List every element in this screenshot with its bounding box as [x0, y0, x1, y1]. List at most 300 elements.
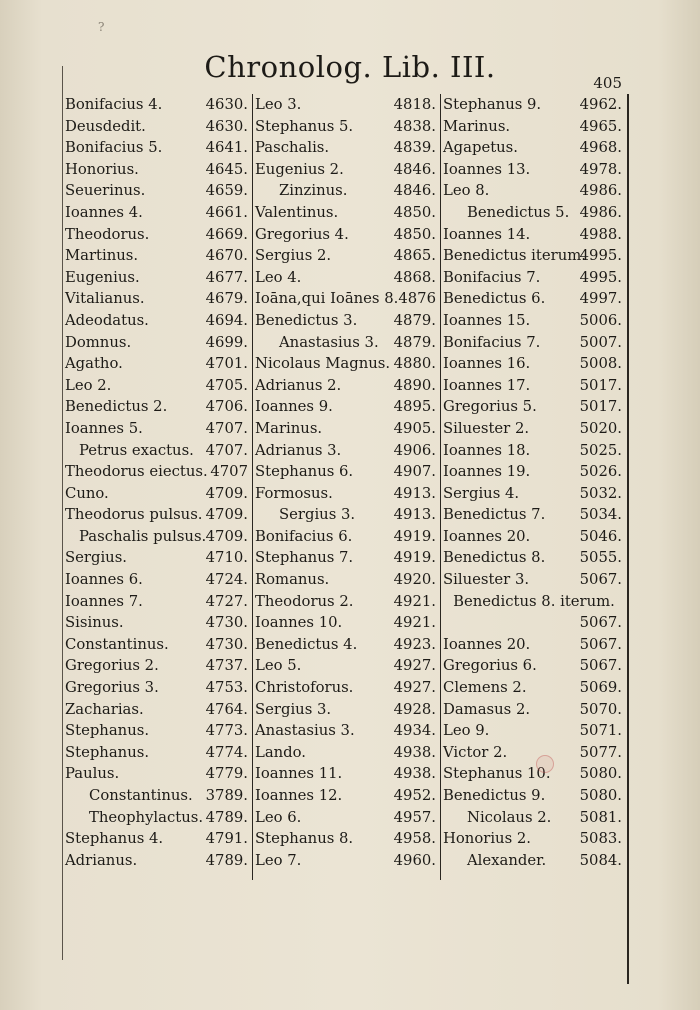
year-value: 4730.	[205, 614, 248, 632]
list-item	[443, 461, 625, 483]
list-item	[443, 116, 625, 138]
year-value: 5034.	[579, 506, 622, 524]
list-item	[65, 375, 251, 397]
pope-name: Gregorius 5.	[443, 398, 537, 416]
list-item	[255, 332, 439, 354]
page-number: 405	[593, 74, 622, 92]
pope-name: Sergius 3.	[279, 506, 356, 524]
list-item	[255, 137, 439, 159]
list-item	[255, 828, 439, 850]
list-item	[443, 202, 625, 224]
list-item	[65, 612, 251, 634]
year-value: 4958.	[393, 830, 436, 848]
pope-name: Stephanus 10.	[443, 765, 551, 783]
pope-name: Eugenius.	[65, 268, 140, 286]
pope-name: Ioannes 12.	[255, 787, 343, 804]
list-item	[255, 245, 439, 267]
pope-name: Leo 6.	[255, 808, 302, 826]
list-item	[65, 504, 251, 526]
pope-name: Bonifacius 7.	[443, 268, 541, 286]
year-value: 4850.	[393, 203, 436, 221]
year-value: 5071.	[579, 722, 622, 740]
list-item	[65, 440, 251, 462]
pope-name: Ioannes 20.	[443, 635, 531, 653]
list-item	[65, 547, 251, 569]
list-item	[255, 94, 439, 116]
year-value: 4846.	[393, 160, 436, 178]
column-divider-1	[252, 94, 253, 880]
list-item	[65, 785, 251, 807]
list-item	[65, 224, 251, 246]
list-item	[443, 634, 625, 656]
year-value: 4960.	[393, 851, 436, 869]
list-item	[65, 94, 251, 116]
year-value: 4709.	[205, 506, 248, 524]
year-value: 5017.	[579, 398, 622, 416]
pope-name: Paschalis.	[255, 139, 330, 157]
pope-name: Stephanus 8.	[255, 830, 354, 848]
year-value: 4710.	[205, 549, 248, 567]
pope-name: Marinus.	[255, 419, 323, 437]
pope-name: Benedictus 7.	[443, 506, 546, 524]
pope-name: Zacharias.	[65, 700, 144, 718]
list-item	[443, 267, 625, 289]
pope-name: Zinzinus.	[279, 182, 348, 200]
year-value: 4818.	[393, 96, 436, 113]
list-item	[255, 634, 439, 656]
pope-name: Romanus.	[255, 571, 330, 589]
year-value: 4907.	[393, 463, 436, 481]
list-item	[443, 655, 625, 677]
pope-name: Domnus.	[65, 333, 132, 351]
year-value: 4630.	[205, 96, 248, 113]
year-value: 5083.	[579, 830, 622, 848]
year-value: 4868.	[393, 268, 436, 286]
year-value: 4978.	[579, 160, 622, 178]
year-value: 5084.	[579, 851, 622, 869]
list-item	[65, 396, 251, 418]
pope-name: Lando.	[255, 743, 307, 761]
list-item	[255, 612, 439, 634]
year-value: 4923.	[393, 635, 436, 653]
year-value: 4846.	[393, 182, 436, 200]
list-item	[65, 634, 251, 656]
pope-name: Stephanus 9.	[443, 96, 542, 113]
year-value: 5032.	[579, 484, 622, 502]
year-value: 5080.	[579, 765, 622, 783]
list-item	[65, 742, 251, 764]
year-value: 4879.	[393, 311, 436, 329]
year-value: 5025.	[579, 441, 622, 459]
pope-name: Agapetus.	[443, 139, 518, 157]
year-value: 4919.	[393, 549, 436, 567]
pope-name: Stephanus 4.	[65, 830, 164, 848]
pope-name: Sergius 4.	[443, 484, 520, 502]
year-value: 5070.	[579, 700, 622, 718]
pope-name: Ioannes 4.	[65, 203, 143, 221]
pope-name: Paschalis pulsus.	[79, 527, 207, 545]
list-item	[255, 720, 439, 742]
list-item	[65, 807, 251, 829]
pope-name: Benedictus 4.	[255, 635, 358, 653]
year-value: 4630.	[205, 117, 248, 135]
pope-name: Ioannes 6.	[65, 571, 143, 589]
list-item	[65, 591, 251, 613]
list-item	[255, 461, 439, 483]
list-item	[443, 569, 625, 591]
year-value: 4645.	[205, 160, 248, 178]
year-value: 5008.	[579, 355, 622, 373]
pope-name: Adrianus 3.	[255, 441, 342, 459]
list-item	[255, 483, 439, 505]
list-item	[65, 137, 251, 159]
pope-name: Deusdedit.	[65, 117, 146, 135]
pope-name: Cuno.	[65, 484, 109, 502]
list-item	[255, 288, 439, 310]
list-item	[65, 180, 251, 202]
pope-name: Benedictus 2.	[65, 398, 168, 416]
pope-name: Petrus exactus.	[79, 441, 194, 459]
year-value: 4986.	[579, 203, 622, 221]
pope-name: Gregorius 4.	[255, 225, 349, 243]
year-value: 4927.	[393, 679, 436, 697]
year-value: 4876	[398, 290, 436, 308]
year-value: 4707	[210, 463, 248, 481]
column-2	[255, 94, 439, 871]
pope-name: Stephanus 5.	[255, 117, 354, 135]
year-value: 4737.	[205, 657, 248, 675]
pope-name: Clemens 2.	[443, 679, 527, 697]
year-value: 3789.	[205, 787, 248, 804]
year-value: 4928.	[393, 700, 436, 718]
pope-name: Honorius 2.	[443, 830, 532, 848]
pope-name: Constantinus.	[65, 635, 169, 653]
list-item	[255, 742, 439, 764]
pope-name: Valentinus.	[255, 203, 339, 221]
pope-name: Leo 4.	[255, 268, 302, 286]
pope-name: Gregorius 3.	[65, 679, 159, 697]
pope-name: Stephanus.	[65, 743, 150, 761]
year-value: 4880.	[393, 355, 436, 373]
year-value: 5069.	[579, 679, 622, 697]
pope-name: Benedictus 6.	[443, 290, 546, 308]
pope-name: Anastasius 3.	[255, 722, 355, 740]
corner-mark: ?	[98, 20, 105, 34]
list-item	[255, 591, 439, 613]
year-value: 4927.	[393, 657, 436, 675]
year-value: 4921.	[393, 614, 436, 632]
year-value: 5067.	[579, 657, 622, 675]
list-item	[443, 828, 625, 850]
list-item	[255, 267, 439, 289]
list-item	[65, 310, 251, 332]
pope-name: Honorius.	[65, 160, 139, 178]
year-value: 5080.	[579, 787, 622, 804]
pope-name: Ioāna,qui Ioānes 8.	[255, 290, 399, 308]
library-stamp	[536, 755, 554, 773]
year-value: 5026.	[579, 463, 622, 481]
pope-name: Benedictus iterum.	[443, 247, 586, 265]
year-value: 4905.	[393, 419, 436, 437]
pope-name: Siluester 2.	[443, 419, 530, 437]
year-value: 4709.	[205, 484, 248, 502]
year-value: 5067.	[579, 614, 622, 632]
column-1	[65, 94, 251, 871]
year-value: 4701.	[205, 355, 248, 373]
list-item	[65, 483, 251, 505]
year-value: 4659.	[205, 182, 248, 200]
pope-name: Bonifacius 4.	[65, 96, 163, 113]
list-item	[65, 332, 251, 354]
pope-name: Ioannes 5.	[65, 419, 143, 437]
year-value: 4839.	[393, 139, 436, 157]
pope-name: Bonifacius 5.	[65, 139, 163, 157]
list-item	[443, 720, 625, 742]
list-item	[443, 245, 625, 267]
year-value: 5055.	[579, 549, 622, 567]
list-item	[255, 180, 439, 202]
pope-name: Leo 7.	[255, 851, 302, 869]
year-value: 4919.	[393, 527, 436, 545]
pope-name: Leo 8.	[443, 182, 490, 200]
pope-name: Ioannes 7.	[65, 592, 143, 610]
year-value: 4707.	[205, 419, 248, 437]
pope-name: Benedictus 3.	[255, 311, 358, 329]
list-item	[443, 137, 625, 159]
list-item	[443, 440, 625, 462]
year-value: 4706.	[205, 398, 248, 416]
pope-name: Ioannes 11.	[255, 765, 343, 783]
pope-name: Sergius 3.	[255, 700, 332, 718]
year-value: 4879.	[393, 333, 436, 351]
pope-name: Sisinus.	[65, 614, 124, 632]
pope-name: Stephanus 7.	[255, 549, 354, 567]
pope-name: Ioannes 14.	[443, 225, 531, 243]
pope-name: Nicolaus Magnus.	[255, 355, 391, 373]
pope-name: Leo 5.	[255, 657, 302, 675]
pope-name: Ioannes 13.	[443, 160, 531, 178]
pope-name: Benedictus 8. iterum.	[453, 592, 615, 610]
list-item	[255, 116, 439, 138]
list-item	[255, 224, 439, 246]
list-item	[443, 850, 625, 872]
year-value: 4764.	[205, 700, 248, 718]
left-margin-rule	[62, 66, 63, 960]
list-item	[443, 763, 625, 785]
list-item	[255, 159, 439, 181]
pope-name: Ioannes 20.	[443, 527, 531, 545]
pope-name: Eugenius 2.	[255, 160, 344, 178]
pope-name: Adeodatus.	[65, 311, 149, 329]
pope-name: Leo 2.	[65, 376, 112, 394]
list-item	[443, 418, 625, 440]
pope-name: Siluester 3.	[443, 571, 530, 589]
pope-name: Martinus.	[65, 247, 139, 265]
year-value: 4789.	[205, 851, 248, 869]
year-value: 4895.	[393, 398, 436, 416]
year-value: 4995.	[579, 247, 622, 265]
list-item	[255, 763, 439, 785]
list-item	[443, 699, 625, 721]
year-value: 4952.	[393, 787, 436, 804]
year-value: 4968.	[579, 139, 622, 157]
year-value: 4641.	[205, 139, 248, 157]
year-value: 4709.	[205, 527, 248, 545]
pope-name: Seuerinus.	[65, 182, 146, 200]
year-value: 4921.	[393, 592, 436, 610]
year-value: 5020.	[579, 419, 622, 437]
list-item	[443, 332, 625, 354]
pope-name: Marinus.	[443, 117, 511, 135]
pope-name: Theodorus pulsus.	[65, 506, 203, 524]
pope-name: Formosus.	[255, 484, 333, 502]
year-value: 4779.	[205, 765, 248, 783]
list-item	[65, 116, 251, 138]
pope-name: Ioannes 19.	[443, 463, 531, 481]
pope-name: Sergius.	[65, 549, 127, 567]
pope-name: Leo 3.	[255, 96, 302, 113]
year-value: 4938.	[393, 765, 436, 783]
year-value: 4938.	[393, 743, 436, 761]
year-value: 4694.	[205, 311, 248, 329]
year-value: 4920.	[393, 571, 436, 589]
list-item	[255, 547, 439, 569]
list-item	[443, 94, 625, 116]
year-value: 5067.	[579, 635, 622, 653]
list-item	[255, 202, 439, 224]
pope-name: Constantinus.	[89, 787, 193, 804]
page-title: Chronolog. Lib. III.	[204, 50, 496, 84]
year-value: 4677.	[205, 268, 248, 286]
list-item	[443, 483, 625, 505]
pope-name: Ioannes 17.	[443, 376, 531, 394]
list-item	[443, 504, 625, 526]
pope-name: Anastasius 3.	[279, 333, 379, 351]
pope-name: Nicolaus 2.	[467, 808, 552, 826]
year-value: 4906.	[393, 441, 436, 459]
right-margin-rule	[627, 94, 629, 984]
list-item	[65, 267, 251, 289]
year-value: 4753.	[205, 679, 248, 697]
column-divider-2	[440, 94, 441, 880]
pope-name: Theodorus.	[65, 225, 150, 243]
list-item	[65, 850, 251, 872]
list-item	[443, 547, 625, 569]
list-item	[65, 461, 251, 483]
list-item	[443, 591, 625, 613]
list-item	[255, 677, 439, 699]
year-value: 4789.	[205, 808, 248, 826]
pope-name: Benedictus 8.	[443, 549, 546, 567]
list-item	[255, 655, 439, 677]
list-item	[65, 828, 251, 850]
year-value: 4724.	[205, 571, 248, 589]
list-item	[65, 763, 251, 785]
year-value: 4957.	[393, 808, 436, 826]
pope-name: Ioannes 16.	[443, 355, 531, 373]
pope-name: Theophylactus.	[89, 808, 204, 826]
year-value: 5007.	[579, 333, 622, 351]
pope-name: Ioannes 15.	[443, 311, 531, 329]
year-value: 4962.	[579, 96, 622, 113]
list-item	[443, 159, 625, 181]
year-value: 4661.	[205, 203, 248, 221]
list-item	[255, 396, 439, 418]
list-item	[255, 699, 439, 721]
list-item	[443, 785, 625, 807]
list-item	[255, 569, 439, 591]
pope-name: Bonifacius 6.	[255, 527, 353, 545]
pope-name: Theodorus 2.	[255, 592, 354, 610]
pope-name: Victor 2.	[443, 743, 508, 761]
list-item	[65, 288, 251, 310]
list-item	[65, 353, 251, 375]
year-value: 4995.	[579, 268, 622, 286]
year-value: 4890.	[393, 376, 436, 394]
year-value: 4730.	[205, 635, 248, 653]
year-value: 5067.	[579, 571, 622, 589]
year-value: 4913.	[393, 506, 436, 524]
list-item	[443, 526, 625, 548]
year-value: 4727.	[205, 592, 248, 610]
year-value: 5046.	[579, 527, 622, 545]
list-item	[255, 504, 439, 526]
year-value: 4699.	[205, 333, 248, 351]
pope-name: Sergius 2.	[255, 247, 332, 265]
pope-name: Stephanus.	[65, 722, 150, 740]
list-item	[65, 677, 251, 699]
list-item	[255, 807, 439, 829]
pope-name: Vitalianus.	[65, 290, 145, 308]
year-value: 4988.	[579, 225, 622, 243]
year-value: 4850.	[393, 225, 436, 243]
list-item	[65, 720, 251, 742]
pope-name: Bonifacius 7.	[443, 333, 541, 351]
column-3	[443, 94, 625, 871]
pope-name: Gregorius 2.	[65, 657, 159, 675]
year-value: 4865.	[393, 247, 436, 265]
year-value: 4913.	[393, 484, 436, 502]
list-item	[443, 288, 625, 310]
list-item	[443, 310, 625, 332]
list-item	[255, 418, 439, 440]
pope-name: Ioannes 18.	[443, 441, 531, 459]
pope-name: Benedictus 9.	[443, 787, 546, 804]
list-item	[443, 396, 625, 418]
year-value: 4773.	[205, 722, 248, 740]
pope-name: Gregorius 6.	[443, 657, 537, 675]
pope-name: Alexander.	[467, 851, 547, 869]
year-value: 4774.	[205, 743, 248, 761]
list-item	[65, 569, 251, 591]
year-value: 5017.	[579, 376, 622, 394]
pope-name: Stephanus 6.	[255, 463, 354, 481]
list-item	[65, 418, 251, 440]
pope-name: Benedictus 5.	[467, 203, 570, 221]
list-item	[255, 785, 439, 807]
year-value: 4707.	[205, 441, 248, 459]
year-value: 4997.	[579, 290, 622, 308]
year-value: 4934.	[393, 722, 436, 740]
list-item	[255, 353, 439, 375]
pope-name: Leo 9.	[443, 722, 490, 740]
list-item	[443, 612, 625, 634]
list-item	[443, 742, 625, 764]
year-value: 5077.	[579, 743, 622, 761]
list-item	[255, 310, 439, 332]
list-item	[255, 526, 439, 548]
list-item	[65, 699, 251, 721]
